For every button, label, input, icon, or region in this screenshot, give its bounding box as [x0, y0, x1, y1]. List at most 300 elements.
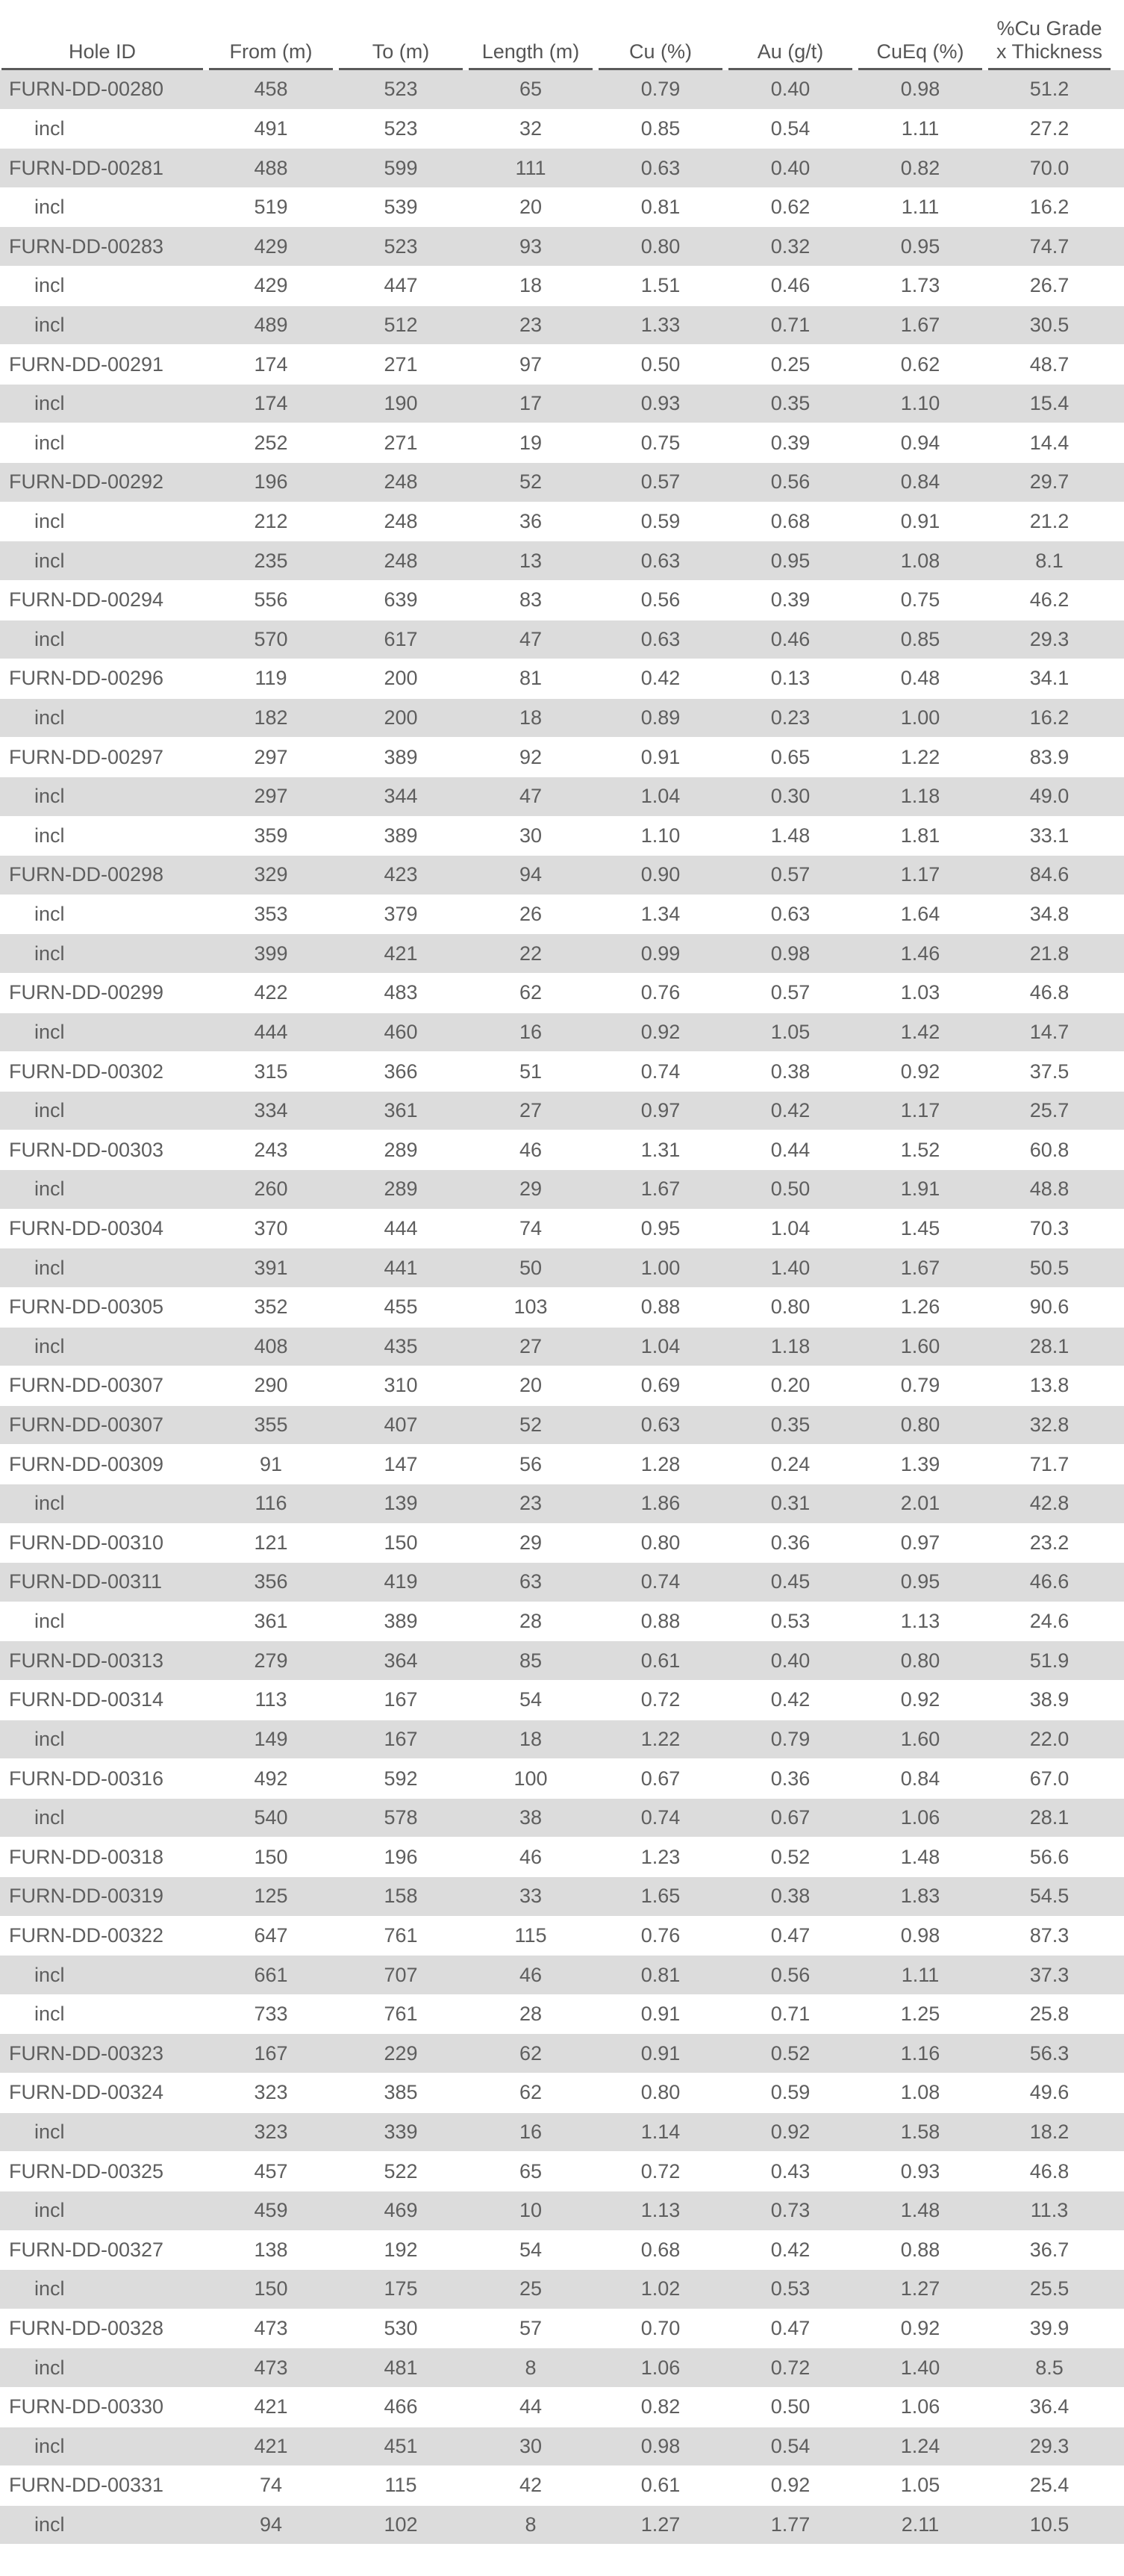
cell-hole-id: incl	[34, 942, 65, 965]
cell-from: 359	[254, 824, 288, 847]
table-row	[0, 934, 1124, 974]
cell-to: 147	[384, 1452, 418, 1475]
table-row	[0, 2034, 1124, 2073]
cell-cu: 0.76	[640, 1923, 681, 1947]
cell-to: 248	[384, 470, 418, 494]
cell-cu: 0.81	[640, 196, 681, 219]
cell-cu: 0.80	[640, 234, 681, 258]
cell-grade-thickness: 36.4	[1029, 2395, 1070, 2418]
cell-cu: 1.00	[640, 1256, 681, 1279]
cell-length: 28	[519, 2003, 543, 2026]
cell-to: 271	[384, 352, 418, 376]
cell-length: 47	[519, 627, 543, 650]
cell-au: 0.20	[770, 1374, 811, 1397]
table-row	[0, 1130, 1124, 1170]
cell-grade-thickness: 48.7	[1029, 352, 1070, 376]
cell-from: 150	[254, 2277, 288, 2300]
table-row	[0, 188, 1124, 228]
table-header	[0, 1, 1124, 70]
cell-from: 260	[254, 1177, 288, 1201]
cell-from: 733	[254, 2003, 288, 2026]
cell-cueq: 0.92	[900, 2317, 940, 2340]
cell-from: 329	[254, 863, 288, 886]
cell-grade-thickness: 50.5	[1029, 1256, 1070, 1279]
cell-length: 94	[519, 863, 543, 886]
cell-cu: 0.80	[640, 2081, 681, 2104]
cell-from: 473	[254, 2356, 288, 2379]
table-row	[0, 2270, 1124, 2309]
cell-to: 617	[384, 627, 418, 650]
cell-cueq: 1.16	[900, 2041, 940, 2065]
cell-cueq: 1.42	[900, 1020, 940, 1043]
cell-au: 0.45	[770, 1570, 811, 1593]
cell-cu: 0.72	[640, 2159, 681, 2183]
cell-hole-id: incl	[34, 785, 65, 808]
cell-hole-id: FURN-DD-00327	[9, 2238, 164, 2261]
cell-length: 62	[519, 2081, 543, 2104]
cell-grade-thickness: 39.9	[1029, 2317, 1070, 2340]
table-row	[0, 817, 1124, 856]
cell-from: 334	[254, 1099, 288, 1122]
cell-from: 370	[254, 1216, 288, 1239]
cell-hole-id: FURN-DD-00297	[9, 745, 164, 768]
cell-from: 174	[254, 392, 288, 415]
cell-length: 16	[519, 2120, 543, 2143]
cell-to: 196	[384, 1845, 418, 1868]
cell-from: 647	[254, 1923, 288, 1947]
cell-to: 139	[384, 1492, 418, 1515]
cell-length: 20	[519, 1374, 543, 1397]
cell-cu: 0.42	[640, 667, 681, 690]
cell-to: 167	[384, 1688, 418, 1711]
cell-grade-thickness: 22.0	[1029, 1727, 1070, 1750]
cell-cu: 0.79	[640, 78, 681, 101]
cell-length: 93	[519, 234, 543, 258]
cell-to: 761	[384, 2003, 418, 2026]
table-row	[0, 2466, 1124, 2506]
cell-hole-id: FURN-DD-00281	[9, 156, 164, 179]
cell-hole-id: FURN-DD-00292	[9, 470, 164, 494]
cell-au: 0.13	[770, 667, 811, 690]
cell-cu: 0.98	[640, 2434, 681, 2457]
cell-cueq: 1.60	[900, 1334, 940, 1357]
cell-au: 0.44	[770, 1138, 811, 1161]
cell-hole-id: FURN-DD-00313	[9, 1649, 164, 1672]
cell-from: 352	[254, 1295, 288, 1319]
table-row	[0, 1524, 1124, 1564]
table-row	[0, 1406, 1124, 1446]
cell-au: 0.71	[770, 2003, 811, 2026]
cell-length: 42	[519, 2474, 543, 2497]
table-row	[0, 1681, 1124, 1720]
cell-grade-thickness: 37.5	[1029, 1060, 1070, 1083]
cell-grade-thickness: 29.7	[1029, 470, 1070, 494]
cell-cueq: 0.82	[900, 156, 940, 179]
cell-length: 54	[519, 2238, 543, 2261]
cell-cueq: 0.92	[900, 1060, 940, 1083]
cell-cueq: 1.67	[900, 1256, 940, 1279]
table-row	[0, 1720, 1124, 1760]
cell-hole-id: incl	[34, 2356, 65, 2379]
cell-length: 92	[519, 745, 543, 768]
cell-cu: 1.04	[640, 785, 681, 808]
cell-cu: 0.69	[640, 1374, 681, 1397]
cell-cu: 0.85	[640, 116, 681, 140]
cell-cu: 0.91	[640, 2003, 681, 2026]
cell-length: 83	[519, 588, 543, 612]
table-row	[0, 2506, 1124, 2545]
cell-hole-id: FURN-DD-00299	[9, 981, 164, 1004]
cell-from: 121	[254, 1531, 288, 1554]
cell-cueq: 0.94	[900, 431, 940, 454]
cell-cueq: 1.11	[901, 1963, 940, 1986]
cell-from: 488	[254, 156, 288, 179]
cell-length: 52	[519, 1413, 543, 1437]
cell-au: 0.40	[770, 78, 811, 101]
cell-cueq: 0.79	[900, 1374, 940, 1397]
cell-length: 32	[519, 116, 543, 140]
cell-cueq: 1.17	[900, 863, 940, 886]
cell-cueq: 1.39	[900, 1452, 940, 1475]
cell-cu: 0.61	[640, 2474, 681, 2497]
header-grade-thickness: %Cu Grade x Thickness	[988, 17, 1111, 70]
cell-grade-thickness: 16.2	[1029, 196, 1070, 219]
cell-cu: 1.14	[640, 2120, 681, 2143]
cell-from: 150	[254, 1845, 288, 1868]
cell-to: 530	[384, 2317, 418, 2340]
table-row	[0, 2231, 1124, 2271]
cell-length: 62	[519, 981, 543, 1004]
cell-to: 364	[384, 1649, 418, 1672]
cell-to: 483	[384, 981, 418, 1004]
table-row	[0, 1052, 1124, 1092]
table-row	[0, 110, 1124, 149]
cell-au: 0.62	[770, 196, 811, 219]
cell-grade-thickness: 71.7	[1029, 1452, 1070, 1475]
cell-grade-thickness: 48.8	[1029, 1177, 1070, 1201]
cell-grade-thickness: 51.9	[1029, 1649, 1070, 1672]
cell-from: 556	[254, 588, 288, 612]
cell-cu: 0.63	[640, 1413, 681, 1437]
table-row	[0, 1484, 1124, 1524]
cell-au: 0.52	[770, 2041, 811, 2065]
cell-grade-thickness: 56.3	[1029, 2041, 1070, 2065]
cell-cu: 0.63	[640, 549, 681, 572]
cell-from: 94	[259, 2513, 283, 2536]
cell-cu: 0.63	[640, 156, 681, 179]
cell-grade-thickness: 16.2	[1029, 706, 1070, 729]
cell-from: 297	[254, 745, 288, 768]
cell-cueq: 0.84	[900, 1767, 940, 1790]
cell-cueq: 2.01	[900, 1492, 940, 1515]
cell-to: 310	[384, 1374, 418, 1397]
cell-to: 435	[384, 1334, 418, 1357]
cell-cueq: 1.06	[900, 2395, 940, 2418]
cell-hole-id: incl	[34, 1334, 65, 1357]
cell-from: 473	[254, 2317, 288, 2340]
cell-hole-id: FURN-DD-00330	[9, 2395, 164, 2418]
cell-hole-id: incl	[34, 549, 65, 572]
cell-to: 389	[384, 1610, 418, 1633]
cell-au: 0.56	[770, 470, 811, 494]
cell-au: 0.42	[770, 1099, 811, 1122]
cell-au: 0.52	[770, 1845, 811, 1868]
cell-cu: 0.97	[640, 1099, 681, 1122]
cell-to: 167	[384, 1727, 418, 1750]
cell-from: 353	[254, 903, 288, 926]
cell-cueq: 1.91	[900, 1177, 940, 1201]
table-row	[0, 1092, 1124, 1131]
cell-length: 62	[519, 2041, 543, 2065]
table-row	[0, 1917, 1124, 1956]
cell-hole-id: FURN-DD-00331	[9, 2474, 164, 2497]
cell-hole-id: incl	[34, 274, 65, 297]
cell-cu: 1.28	[640, 1452, 681, 1475]
header-cueq: CuEq (%)	[858, 40, 982, 70]
cell-from: 459	[254, 2199, 288, 2222]
cell-from: 408	[254, 1334, 288, 1357]
cell-cueq: 0.48	[900, 667, 940, 690]
cell-to: 522	[384, 2159, 418, 2183]
cell-grade-thickness: 60.8	[1029, 1138, 1070, 1161]
cell-cueq: 1.25	[900, 2003, 940, 2026]
cell-cueq: 1.26	[900, 1295, 940, 1319]
table-row	[0, 659, 1124, 699]
cell-cueq: 1.83	[900, 1885, 940, 1908]
cell-length: 10	[519, 2199, 543, 2222]
cell-from: 356	[254, 1570, 288, 1593]
cell-hole-id: FURN-DD-00307	[9, 1413, 164, 1437]
header-au: Au (g/t)	[728, 40, 852, 70]
cell-cu: 0.74	[640, 1060, 681, 1083]
cell-to: 175	[384, 2277, 418, 2300]
cell-au: 0.43	[770, 2159, 811, 2183]
cell-cu: 0.81	[640, 1963, 681, 1986]
table-row	[0, 699, 1124, 738]
cell-length: 20	[519, 196, 543, 219]
cell-to: 407	[384, 1413, 418, 1437]
cell-cu: 1.51	[640, 274, 681, 297]
cell-grade-thickness: 21.2	[1029, 510, 1070, 532]
cell-cueq: 1.48	[900, 1845, 940, 1868]
cell-hole-id: incl	[34, 392, 65, 415]
cell-au: 0.50	[770, 2395, 811, 2418]
cell-from: 182	[254, 706, 288, 729]
cell-from: 457	[254, 2159, 288, 2183]
cell-au: 0.47	[770, 2317, 811, 2340]
cell-au: 0.95	[770, 549, 811, 572]
cell-grade-thickness: 46.6	[1029, 1570, 1070, 1593]
cell-cueq: 0.97	[900, 1531, 940, 1554]
cell-cu: 0.95	[640, 1216, 681, 1239]
cell-cueq: 1.08	[900, 2081, 940, 2104]
cell-cu: 0.92	[640, 1020, 681, 1043]
cell-hole-id: incl	[34, 2513, 65, 2536]
cell-to: 592	[384, 1767, 418, 1790]
cell-from: 174	[254, 352, 288, 376]
cell-cueq: 0.98	[900, 78, 940, 101]
table-row	[0, 1366, 1124, 1406]
cell-length: 52	[519, 470, 543, 494]
cell-au: 0.73	[770, 2199, 811, 2222]
cell-au: 0.30	[770, 785, 811, 808]
cell-to: 115	[384, 2474, 417, 2497]
cell-to: 248	[384, 510, 418, 532]
cell-cu: 0.91	[640, 745, 681, 768]
cell-grade-thickness: 54.5	[1029, 1885, 1070, 1908]
cell-to: 361	[384, 1099, 418, 1122]
cell-au: 0.40	[770, 1649, 811, 1672]
cell-from: 196	[254, 470, 288, 494]
cell-au: 1.05	[770, 1020, 811, 1043]
cell-grade-thickness: 14.4	[1029, 431, 1070, 454]
cell-to: 481	[384, 2356, 418, 2379]
cell-from: 444	[254, 1020, 288, 1043]
cell-to: 441	[384, 1256, 418, 1279]
cell-grade-thickness: 37.3	[1029, 1963, 1070, 1986]
cell-grade-thickness: 24.6	[1029, 1610, 1070, 1633]
cell-grade-thickness: 33.1	[1029, 824, 1070, 847]
cell-from: 429	[254, 234, 288, 258]
table-row	[0, 267, 1124, 306]
cell-length: 28	[519, 1610, 543, 1633]
cell-cueq: 1.24	[900, 2434, 940, 2457]
cell-length: 46	[519, 1963, 543, 1986]
cell-au: 0.54	[770, 2434, 811, 2457]
table-row	[0, 1641, 1124, 1681]
cell-hole-id: FURN-DD-00325	[9, 2159, 164, 2183]
cell-to: 523	[384, 234, 418, 258]
cell-from: 323	[254, 2081, 288, 2104]
cell-au: 0.35	[770, 1413, 811, 1437]
cell-grade-thickness: 11.3	[1030, 2199, 1069, 2222]
cell-cueq: 1.52	[900, 1138, 940, 1161]
cell-to: 419	[384, 1570, 418, 1593]
cell-length: 81	[519, 667, 543, 690]
cell-to: 578	[384, 1806, 418, 1829]
cell-to: 102	[384, 2513, 418, 2536]
cell-au: 1.40	[770, 1256, 811, 1279]
cell-from: 235	[254, 549, 288, 572]
cell-grade-thickness: 83.9	[1029, 745, 1070, 768]
cell-cu: 1.34	[640, 903, 681, 926]
cell-au: 0.35	[770, 392, 811, 415]
table-row	[0, 2152, 1124, 2191]
cell-from: 570	[254, 627, 288, 650]
cell-grade-thickness: 36.7	[1029, 2238, 1070, 2261]
cell-from: 519	[254, 196, 288, 219]
cell-au: 0.53	[770, 2277, 811, 2300]
cell-from: 399	[254, 942, 288, 965]
cell-length: 25	[519, 2277, 543, 2300]
cell-au: 0.71	[770, 313, 811, 336]
cell-length: 33	[519, 1885, 543, 1908]
cell-grade-thickness: 10.5	[1029, 2513, 1070, 2536]
cell-hole-id: FURN-DD-00311	[9, 1570, 163, 1593]
cell-au: 0.57	[770, 981, 811, 1004]
table-row	[0, 1563, 1124, 1602]
cell-grade-thickness: 42.8	[1029, 1492, 1070, 1515]
cell-to: 469	[384, 2199, 418, 2222]
cell-length: 23	[519, 313, 543, 336]
cell-to: 379	[384, 903, 418, 926]
table-row	[0, 2191, 1124, 2231]
cell-au: 0.54	[770, 116, 811, 140]
cell-to: 539	[384, 196, 418, 219]
cell-hole-id: FURN-DD-00302	[9, 1060, 164, 1083]
cell-cueq: 0.95	[900, 234, 940, 258]
cell-cueq: 1.81	[900, 824, 940, 847]
cell-cueq: 1.64	[900, 903, 940, 926]
cell-grade-thickness: 46.8	[1029, 981, 1070, 1004]
cell-cueq: 1.17	[900, 1099, 940, 1122]
cell-cueq: 0.98	[900, 1923, 940, 1947]
cell-cu: 1.10	[640, 824, 681, 847]
cell-au: 0.98	[770, 942, 811, 965]
cell-hole-id: incl	[34, 1727, 65, 1750]
cell-hole-id: FURN-DD-00291	[9, 352, 164, 376]
table-row	[0, 1956, 1124, 1995]
cell-cu: 1.02	[640, 2277, 681, 2300]
cell-from: 661	[254, 1963, 288, 1986]
cell-length: 65	[519, 2159, 543, 2183]
cell-hole-id: FURN-DD-00294	[9, 588, 164, 612]
cell-au: 0.57	[770, 863, 811, 886]
cell-from: 167	[254, 2041, 288, 2065]
cell-cueq: 1.10	[900, 392, 940, 415]
cell-hole-id: incl	[34, 1099, 65, 1122]
cell-hole-id: incl	[34, 510, 65, 532]
cell-au: 0.42	[770, 1688, 811, 1711]
cell-cueq: 0.88	[900, 2238, 940, 2261]
cell-au: 0.56	[770, 1963, 811, 1986]
cell-length: 57	[519, 2317, 543, 2340]
cell-cu: 0.68	[640, 2238, 681, 2261]
table-row	[0, 738, 1124, 777]
cell-cueq: 0.93	[900, 2159, 940, 2183]
cell-cueq: 1.03	[900, 981, 940, 1004]
cell-from: 489	[254, 313, 288, 336]
cell-grade-thickness: 28.1	[1029, 1806, 1070, 1829]
cell-cu: 1.31	[640, 1138, 681, 1161]
cell-cu: 0.99	[640, 942, 681, 965]
cell-to: 423	[384, 863, 418, 886]
cell-grade-thickness: 67.0	[1029, 1767, 1070, 1790]
table-row	[0, 1799, 1124, 1838]
cell-cueq: 0.75	[900, 588, 940, 612]
cell-length: 19	[519, 431, 543, 454]
cell-grade-thickness: 8.5	[1035, 2356, 1064, 2379]
cell-to: 447	[384, 274, 418, 297]
cell-to: 200	[384, 667, 418, 690]
cell-to: 512	[384, 313, 418, 336]
cell-cueq: 0.80	[900, 1649, 940, 1672]
cell-au: 0.24	[770, 1452, 811, 1475]
cell-hole-id: incl	[34, 2120, 65, 2143]
cell-to: 707	[384, 1963, 418, 1986]
cell-length: 36	[519, 510, 543, 532]
cell-length: 16	[519, 1020, 543, 1043]
table-row	[0, 1248, 1124, 1288]
cell-au: 0.67	[770, 1806, 811, 1829]
cell-cu: 1.65	[640, 1885, 681, 1908]
cell-au: 1.04	[770, 1216, 811, 1239]
cell-to: 344	[384, 785, 418, 808]
table-row	[0, 306, 1124, 346]
cell-cueq: 1.73	[900, 274, 940, 297]
cell-cueq: 0.85	[900, 627, 940, 650]
cell-au: 0.92	[770, 2120, 811, 2143]
